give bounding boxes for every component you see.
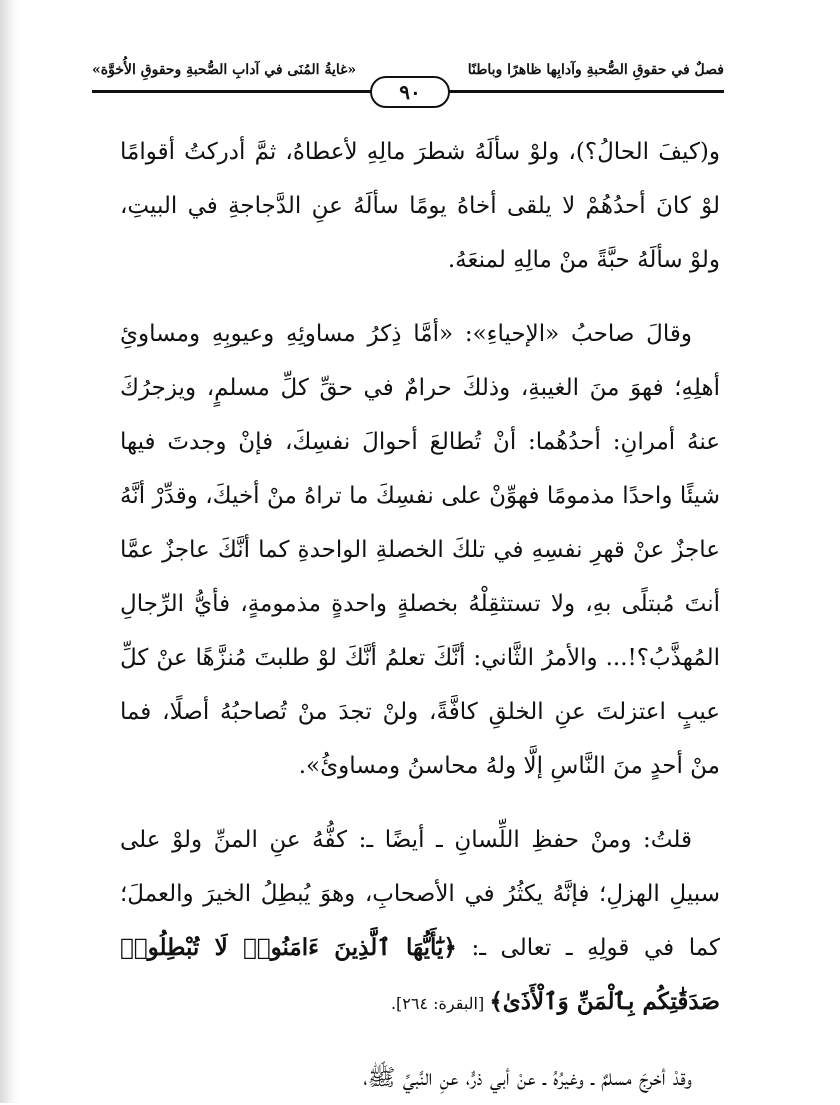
paragraph-4: وقدْ أخرجَ مسلمٌ ـ وغيرُهُ ـ عنْ أبي ذرٍّ، عنِ النَّبيِّ ﷺ، xyxy=(363,1065,692,1091)
verse-reference: [البقرة: ٢٦٤]. xyxy=(390,994,490,1013)
paragraph-3-text: قلتُ: ومنْ حفظِ اللِّسانِ ـ أيضًا ـ: كفُّهُ عنِ المنِّ ولوْ على سبيلِ الهزلِ؛ فإنَّهُ يكثُرُ في الأصحابِ، وهوَ يُبطِلُ الخيرَ والعملَ؛ كما في قولِهِ ـ تعالى ـ: xyxy=(120,827,720,961)
paragraph-1: و(كيفَ الحالُ؟)، ولوْ سألَهُ شطرَ مالِهِ لأعطاهُ، ثمَّ أدركتُ أقوامًا لوْ كانَ أحدُهُمْ لا يلقى أخاهُ يومًا سألَهُ عنِ الدَّجاجةِ في البيتِ، ولوْ سألَهُ حبَّةً منْ مالِهِ لمنعَهُ. xyxy=(120,139,720,273)
running-header xyxy=(92,52,724,102)
book-title: «غايةُ المُنَى في آدابِ الصُّحبةِ وحقوقِ الأُخوَّة» xyxy=(92,62,357,78)
page-body xyxy=(120,125,720,1105)
paragraph-2: وقالَ صاحبُ «الإحياءِ»: «أمَّا ذِكرُ مساوئِهِ وعيوبِهِ ومساوئِ أهلِهِ؛ فهوَ منَ الغيبةِ، وذلكَ حرامٌ في حقِّ كلِّ مسلمٍ، ويزجرُكَ عنهُ أمرانِ: أحدُهُما: أنْ تُطالعَ أحوالَ نفسِكَ، فإنْ وجدتَ فيها شيئًا واحدًا مذمومًا فهوِّنْ على نفسِكَ ما تراهُ منْ أخيكَ، وقدِّرْ أنَّهُ عاجزٌ عنْ قهرِ نفسِهِ في تلكَ الخصلةِ الواحدةِ كما أنَّكَ عاجزٌ عمَّا أنتَ مُبتلًى بهِ، ولا تستثقِلْهُ بخصلةٍ واحدةٍ مذمومةٍ، فأيُّ الرِّجالِ المُهذَّبُ؟!... والأمرُ الثَّاني: أنَّكَ تعلمُ أنَّكَ لوْ طلبتَ مُنزَّهًا عنْ كلِّ عيبٍ اعتزلتَ عنِ الخلقِ كافَّةً، ولنْ تجدَ منْ تُصاحبُهُ أصلًا، فما منْ أحدٍ منَ النَّاسِ إلَّا ولهُ محاسنُ ومساوئُ». xyxy=(120,321,720,779)
quran-verse: ﴿يَٰٓأَيُّهَا ٱلَّذِينَ ءَامَنُوا۟ لَا تُبْطِلُوا۟ صَدَقَٰتِكُم بِٱلْمَنِّ وَٱلْأَذَىٰ﴾ xyxy=(120,934,720,1015)
paragraph-3 xyxy=(120,813,720,1031)
page-number: ٩٠ xyxy=(370,76,450,108)
chapter-title: فصلٌ في حقوقِ الصُّحبةِ وآدابِها ظاهرًا وباطنًا xyxy=(467,62,724,78)
